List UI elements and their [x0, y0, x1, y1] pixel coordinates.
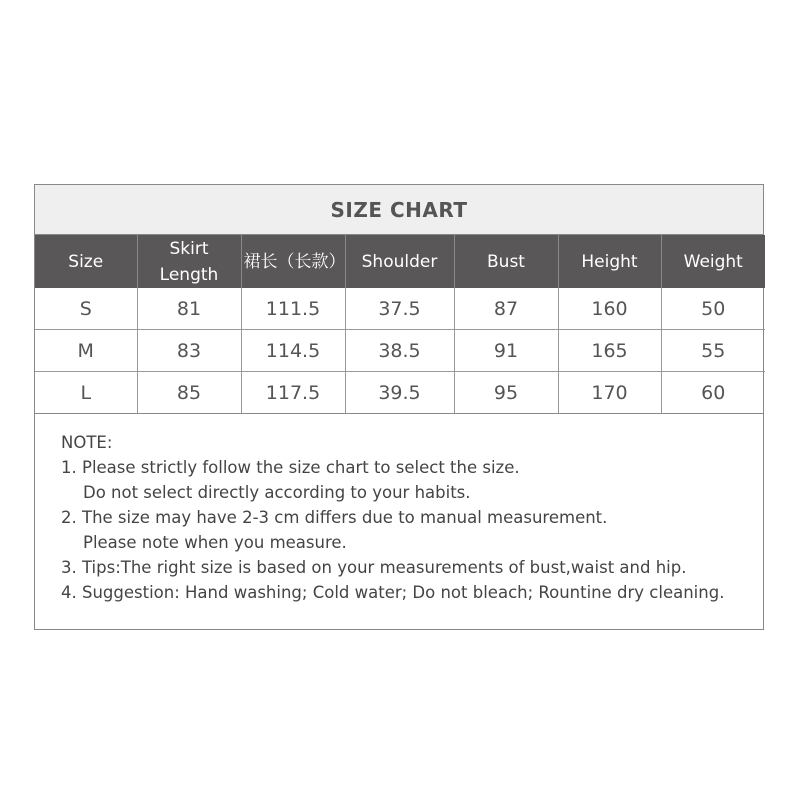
cell-weight: 60	[661, 372, 765, 414]
cell-bust: 95	[454, 372, 558, 414]
cell-shoulder: 39.5	[345, 372, 454, 414]
notes-section	[35, 413, 763, 629]
note-line: 1. Please strictly follow the size chart to select the size.	[61, 458, 520, 477]
cell-skirt-length-cn: 114.5	[241, 330, 345, 372]
size-chart	[34, 184, 764, 630]
col-header-shoulder: Shoulder	[345, 235, 454, 288]
cell-height: 165	[558, 330, 661, 372]
table-row	[35, 288, 765, 330]
size-table	[35, 235, 765, 413]
col-header-skirt-length-cn: 裙长（长款）	[241, 235, 345, 288]
cell-skirt-length: 83	[137, 330, 241, 372]
note-line: 2. The size may have 2-3 cm differs due to manual measurement.	[61, 508, 608, 527]
cell-height: 160	[558, 288, 661, 330]
col-header-size: Size	[35, 235, 137, 288]
cell-size: L	[35, 372, 137, 414]
chart-title: SIZE CHART	[35, 185, 763, 235]
cell-shoulder: 38.5	[345, 330, 454, 372]
col-header-weight: Weight	[661, 235, 765, 288]
notes-heading: NOTE:	[61, 433, 113, 452]
table-row	[35, 372, 765, 414]
header-row	[35, 235, 765, 288]
cell-bust: 87	[454, 288, 558, 330]
cell-weight: 50	[701, 297, 726, 320]
cell-size: S	[35, 288, 137, 330]
col-header-bust: Bust	[454, 235, 558, 288]
cell-weight: 55	[661, 330, 765, 372]
note-line: 3. Tips:The right size is based on your measurements of bust,waist and hip.	[61, 558, 687, 577]
cell-shoulder: 37.5	[345, 288, 454, 330]
cell-skirt-length: 81	[137, 288, 241, 330]
cell-skirt-length: 85	[137, 372, 241, 414]
col-header-skirt-length: Skirt Length	[137, 235, 241, 288]
note-line: 4. Suggestion: Hand washing; Cold water; Do not bleach; Rountine dry cleaning.	[61, 583, 725, 602]
cell-size: M	[35, 330, 137, 372]
cell-height: 170	[558, 372, 661, 414]
table-row	[35, 330, 765, 372]
note-line: Please note when you measure.	[83, 533, 347, 552]
cell-skirt-length-cn: 117.5	[241, 372, 345, 414]
cell-skirt-length-cn: 111.5	[241, 288, 345, 330]
cell-bust: 91	[454, 330, 558, 372]
col-header-height: Height	[558, 235, 661, 288]
note-line: Do not select directly according to your habits.	[83, 483, 471, 502]
